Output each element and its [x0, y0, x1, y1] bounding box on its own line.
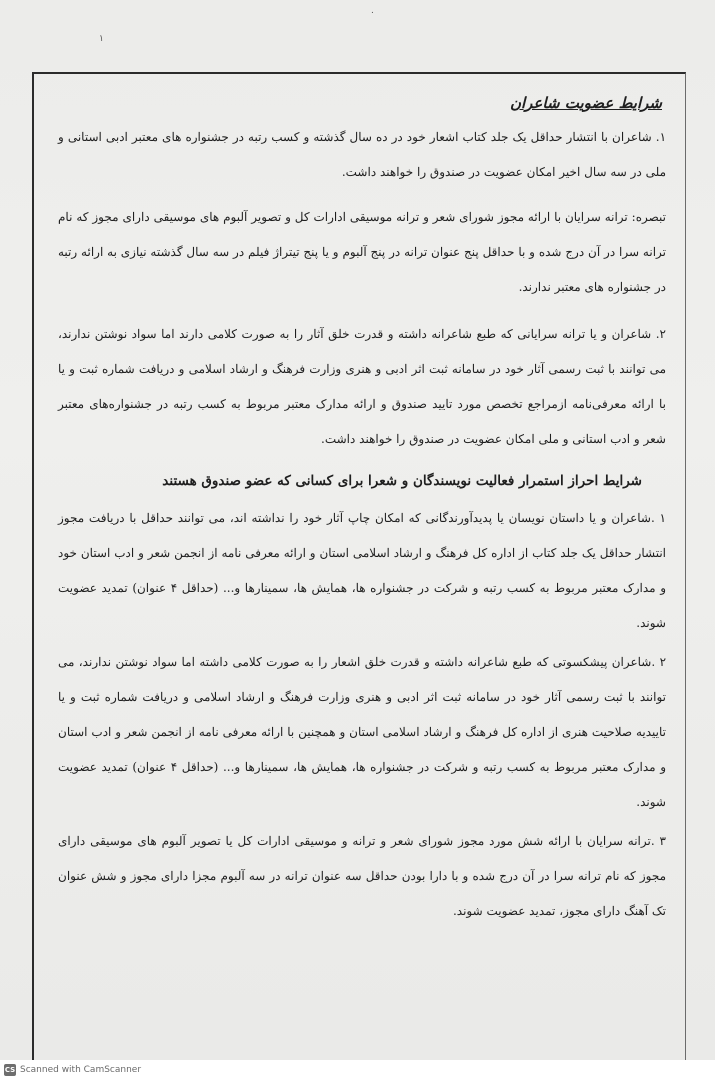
camscanner-logo-icon: CS [4, 1066, 16, 1074]
section-title: شرایط عضویت شاعران [509, 94, 662, 112]
document-body [58, 92, 666, 933]
paragraph: ۲. شاعران و یا ترانه سرایانی که طبع شاعرانه داشته و قدرت خلق آثار را به صورت کلامی دارند اما سواد نوشتن ندارند، می توانند با ثبت رسمی آثار خود در سامانه ثبت اثر ادبی و هنری وزارت فرهنگ و ارشاد اسلامی و دریافت شماره ثبت و یا با ارائه معرفی‌نامه ازمراجع تخصص مورد تایید صندوق و ارائه مدارک معتبر مربوط به کسب رتبه در جشنواره‌های معتبر شعر و ادب استانی و ملی امکان عضویت در صندوق را خواهند داشت. [58, 327, 666, 446]
section-continuity-conditions [58, 469, 666, 929]
section-poets-membership [58, 92, 666, 457]
paragraph: ۱. شاعران با انتشار حداقل یک جلد کتاب اشعار خود در ده سال گذشته و کسب رتبه در جشنواره های معتبر ادبی استانی و ملی در سه سال اخیر امکان عضویت در صندوق را خواهند داشت. [58, 130, 667, 179]
paragraph: ۳ .ترانه سرایان با ارائه شش مورد مجوز شورای شعر و ترانه و موسیقی ادارات کل یا تصویر آلبوم های موسیقی دارای مجوز که نام ترانه سرا در آن درج شده و با دارا بودن حداقل سه عنوان ترانه در سه آلبوم مجزا دارای مجوز و شش عنوان تک آهنگ دارای مجوز، تمدید عضویت شوند. [58, 834, 666, 918]
section-title: شرایط احراز استمرار فعالیت نویسندگان و شعرا برای کسانی که عضو صندوق هستند [162, 473, 642, 489]
dot-mark: ٠ [370, 8, 375, 18]
paragraph: ۱ .شاعران و یا داستان نویسان یا پدیدآورندگانی که امکان چاپ آثار خود را نداشته اند، می توانند حداقل با دریافت مجوز انتشار حداقل یک جلد کتاب از اداره کل فرهنگ و ارشاد اسلامی استان و ارائه معرفی نامه از انجمن شعر و ادب استان خود و مدارک معتبر مربوط به کسب رتبه و شرکت در جشنواره ها، همایش ها، سمینارها و... (حداقل ۴ عنوان) تمدید عضویت شوند. [58, 511, 666, 630]
paragraph: تبصره: ترانه سرایان با ارائه مجوز شورای شعر و ترانه موسیقی ادارات کل و تصویر آلبوم های موسیقی دارای مجوز که نام ترانه سرا در آن درج شده و با حداقل پنج عنوان ترانه در پنج آلبوم و یا پنج تیتراژ فیلم در سه سال گذشته نیازی به ارائه رتبه در جشنواره های معتبر ندارند. [58, 210, 666, 294]
paragraph: ۲ .شاعران پیشکسوتی که طبع شاعرانه داشته و قدرت خلق اشعار را به صورت کلامی داشته اما سواد نوشتن ندارند، می توانند با ثبت رسمی آثار خود در سامانه ثبت اثر ادبی و هنری وزارت فرهنگ و ارشاد اسلامی و دریافت شماره ثبت و یا تاییدیه صلاحیت هنری از اداره کل فرهنگ و ارشاد اسلامی استان و همچنین با ارائه معرفی نامه از انجمن شعر و ادب استان و مدارک معتبر مربوط به کسب رتبه و شرکت در جشنواره ها، همایش ها، سمینارها و... (حداقل ۴ عنوان) تمدید عضویت شوند. [58, 655, 667, 809]
corner-mark: ۱ [99, 34, 104, 44]
scanner-footer [0, 1060, 715, 1080]
watermark-text: Scanned with CamScanner [20, 1065, 142, 1075]
